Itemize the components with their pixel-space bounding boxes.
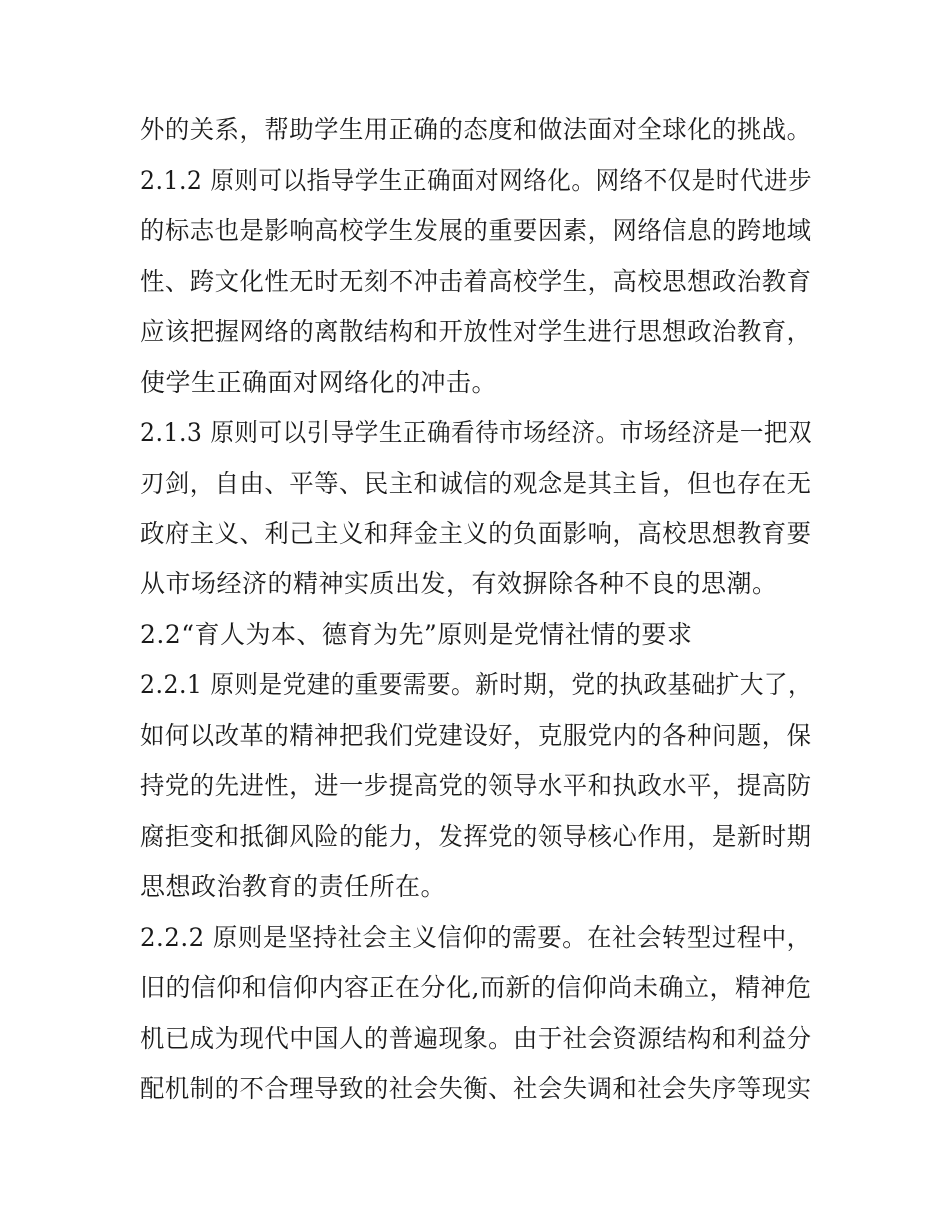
section-2-2-heading: 2.2“育人为本、德育为先”原则是党情社情的要求 [140, 620, 693, 649]
section-2-2-1-text: 2.2.1 原则是党建的重要需要。新时期，党的执政基础扩大了， [140, 670, 813, 699]
section-2-2-2-text: 2.2.2 原则是坚持社会主义信仰的需要。在社会转型过程中， [140, 923, 812, 952]
text-line: 性、跨文化性无时无刻不冲击着高校学生，高校思想政治教育 [140, 267, 812, 296]
section-2-1-2-text: 2.1.2 原则可以指导学生正确面对网络化。网络不仅是时代进步 [140, 166, 813, 195]
text-line: 的标志也是影响高校学生发展的重要因素，网络信息的跨地域 [140, 216, 812, 245]
text-line: 如何以改革的精神把我们党建设好，克服党内的各种问题，保 [140, 721, 812, 750]
text-line: 使学生正确面对网络化的冲击。 [140, 368, 498, 397]
text-line: 政府主义、利己主义和拜金主义的负面影响，高校思想教育要 [140, 519, 812, 548]
text-line: 刃剑，自由、平等、民主和诚信的观念是其主旨，但也存在无 [140, 469, 812, 498]
text-line: 腐拒变和抵御风险的能力，发挥党的领导核心作用，是新时期 [140, 822, 812, 851]
text-line: 持党的先进性，进一步提高党的领导水平和执政水平，提高防 [140, 771, 812, 800]
text-line: 旧的信仰和信仰内容正在分化,而新的信仰尚未确立，精神危 [140, 973, 812, 1002]
text-line: 从市场经济的精神实质出发，有效摒除各种不良的思潮。 [140, 569, 778, 598]
text-line: 配机制的不合理导致的社会失衡、社会失调和社会失序等现实 [140, 1074, 812, 1103]
text-line: 外的关系，帮助学生用正确的态度和做法面对全球化的挑战。 [140, 115, 812, 144]
text-line: 应该把握网络的离散结构和开放性对学生进行思想政治教育， [140, 317, 812, 346]
text-line: 机已成为现代中国人的普遍现象。由于社会资源结构和利益分 [140, 1024, 812, 1053]
text-line: 思想政治教育的责任所在。 [140, 872, 447, 901]
section-2-1-3-text: 2.1.3 原则可以引导学生正确看待市场经济。市场经济是一把双 [140, 418, 813, 447]
